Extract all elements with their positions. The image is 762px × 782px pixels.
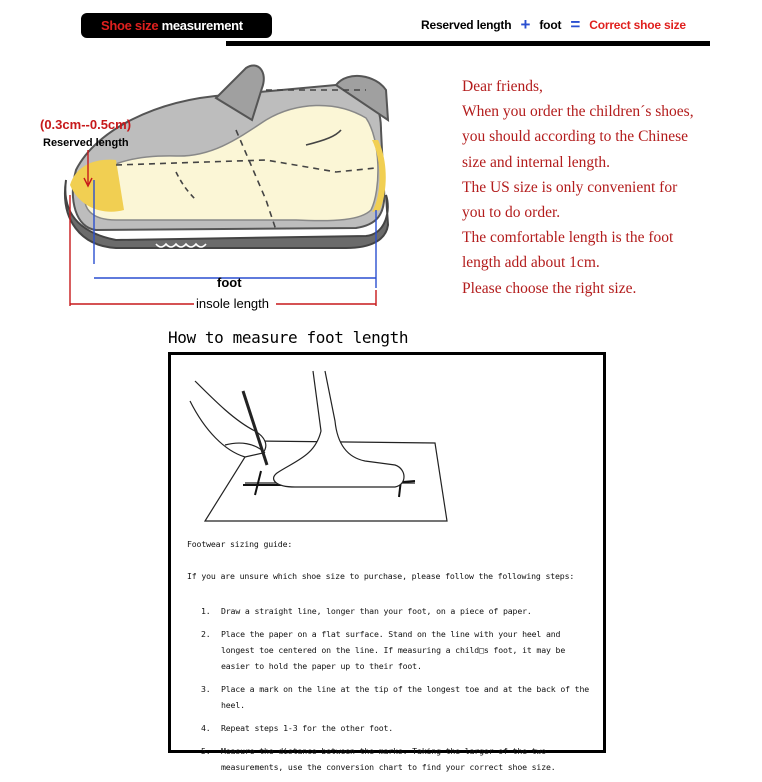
- sizing-guide-title: Footwear sizing guide:: [187, 539, 293, 549]
- step-number: 4.: [201, 723, 211, 733]
- foot-measuring-illustration: [185, 361, 465, 531]
- list-item: [201, 720, 593, 736]
- formula-foot: foot: [539, 18, 562, 32]
- step-text: Place the paper on a flat surface. Stand on the line with your heel and longest toe centered on the line. If measuring a child□s foot, it may be easier to hold the paper up to their foot.: [221, 629, 566, 671]
- sizing-guide-intro: If you are unsure which shoe size to purchase, please follow the following steps:: [187, 571, 575, 581]
- insole-length-label: insole length: [196, 296, 269, 311]
- step-number: 3.: [201, 684, 211, 694]
- list-item: [201, 681, 593, 713]
- step-number: 1.: [201, 606, 211, 616]
- reserved-range-label: (0.3cm--0.5cm): [40, 117, 132, 132]
- badge-suffix: measurement: [161, 18, 243, 33]
- sizing-steps-list: [201, 603, 593, 782]
- message-line: you should according to the Chinese: [462, 128, 688, 146]
- formula-reserved-length: Reserved length: [421, 18, 512, 32]
- step-text: Place a mark on the line at the tip of the longest toe and at the back of the heel.: [221, 684, 590, 710]
- size-formula: [421, 15, 686, 35]
- message-line: The US size is only convenient for: [462, 178, 678, 196]
- message-line: Please choose the right size.: [462, 279, 637, 297]
- measure-section-title: How to measure foot length: [168, 328, 409, 347]
- sizing-guide-panel: [168, 352, 606, 772]
- shoe-size-measurement-badge: [81, 13, 272, 38]
- badge-prefix: Shoe size: [101, 18, 159, 33]
- header-divider: [226, 41, 710, 46]
- foot-dimension-label: foot: [217, 275, 242, 290]
- message-line: size and internal length.: [462, 153, 611, 171]
- plus-icon: +: [520, 15, 531, 34]
- step-text: Measure the distance between the marks. Taking the larger of the two measurements, use the conversion chart to find your correct shoe size.: [221, 746, 556, 772]
- list-item: [201, 743, 593, 775]
- message-line: length add about 1cm.: [462, 254, 600, 272]
- step-text: Repeat steps 1-3 for the other foot.: [221, 723, 394, 733]
- equals-icon: =: [570, 15, 581, 34]
- step-number: 5.: [201, 746, 211, 756]
- step-text: Draw a straight line, longer than your foot, on a piece of paper.: [221, 606, 532, 616]
- message-line: The comfortable length is the foot: [462, 229, 674, 247]
- list-item: [201, 603, 593, 619]
- message-line: Dear friends,: [462, 78, 543, 95]
- message-line: you to do order.: [462, 204, 561, 222]
- message-line: When you order the children´s shoes,: [462, 103, 694, 121]
- formula-result: Correct shoe size: [589, 18, 686, 32]
- step-number: 2.: [201, 629, 211, 639]
- reserved-length-label: Reserved length: [43, 137, 129, 149]
- list-item: [201, 626, 593, 674]
- size-advice-message: [462, 74, 762, 301]
